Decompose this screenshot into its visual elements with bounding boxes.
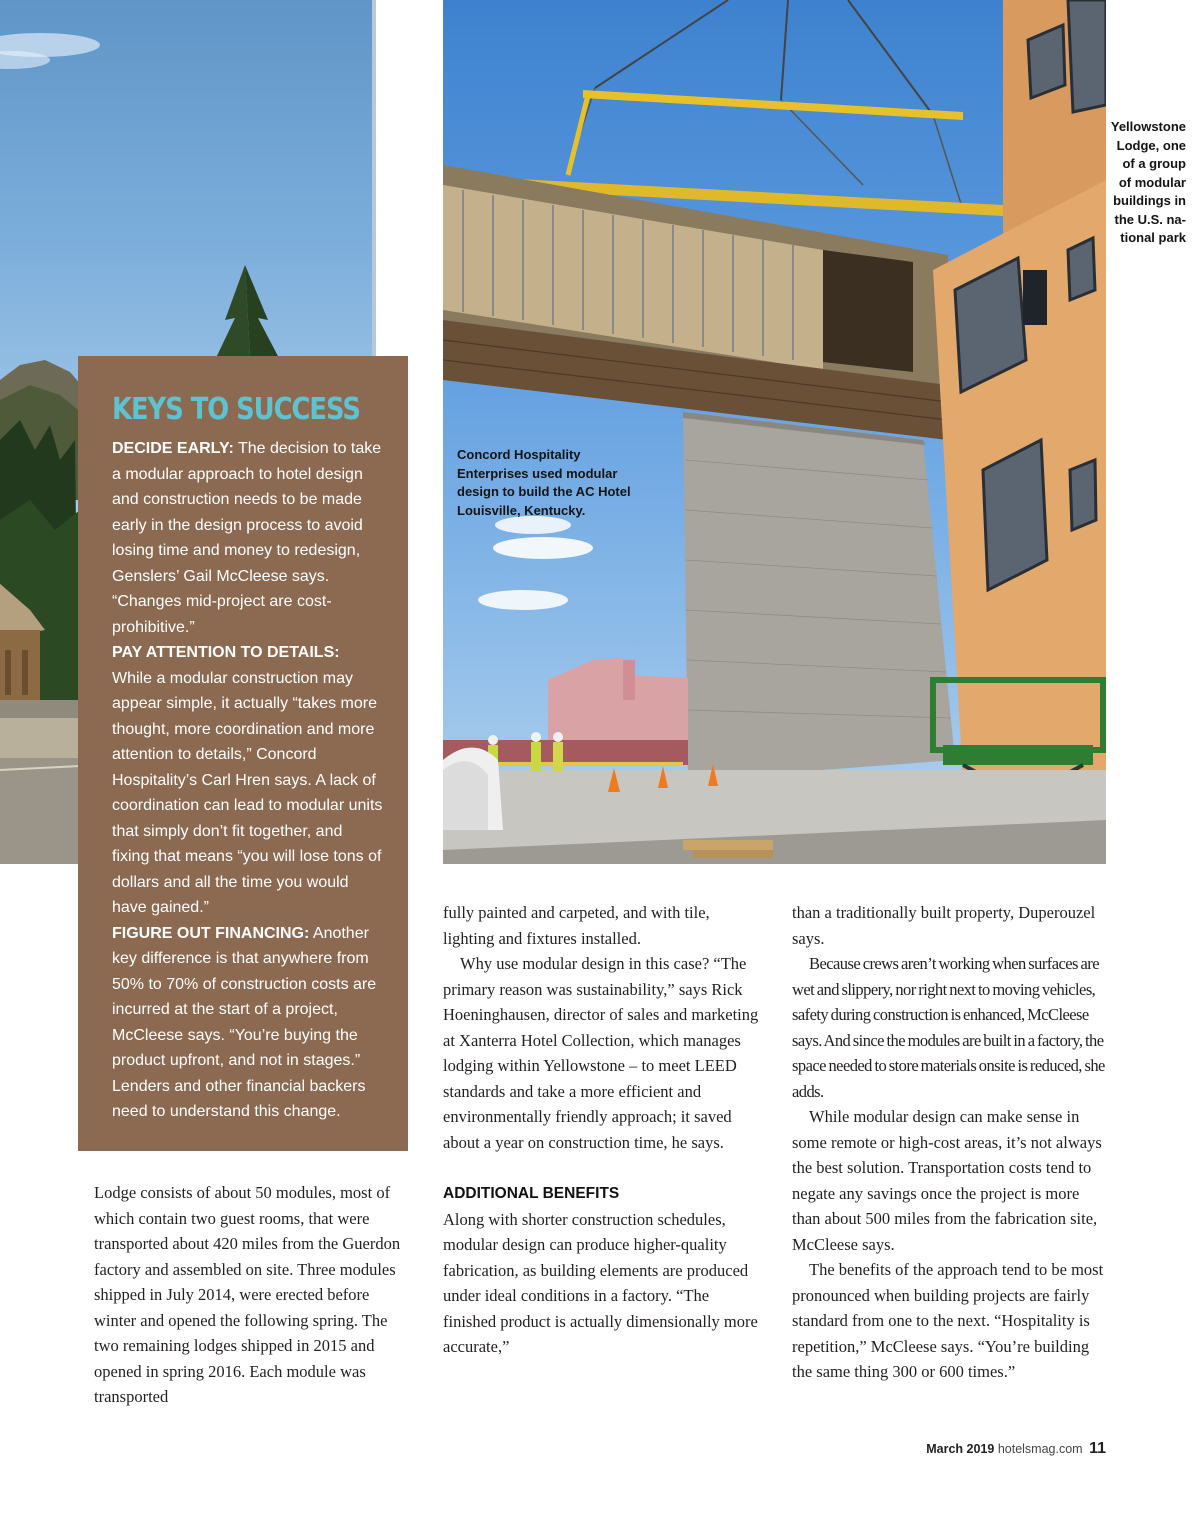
- section-subhead: ADDITIONAL BENEFITS: [443, 1185, 620, 1202]
- article-paragraph: Because crews aren’t working when surfaces are wet and slippery, nor right next to moving vehicles, safety during construction is enhanced, McCleese says. And since the modules are built in a factory, the space needed to store materials onsite is reduced, she adds.: [792, 954, 1105, 1101]
- sidebar-item-lead: PAY ATTENTION TO DETAILS:: [112, 644, 340, 661]
- page-number: 11: [1089, 1440, 1106, 1457]
- sidebar-item: [112, 921, 384, 1125]
- sidebar-item-text: While a modular construction may appear simple, it actually “takes more thought, more coordination and more attention to details,” Concord Hospitality’s Carl Hren says. A lack of coordination can lead to modular units that simply don’t fit together, and fixing that means “you will lose tons of dollars and all the time you would have gained.”: [112, 669, 383, 916]
- sidebar-item: [112, 436, 384, 640]
- article-paragraph: The benefits of the approach tend to be most pronounced when building projects are fairly standard from one to the next. “Hospitality is repetition,” McCleese says. “You’re building the same thing 300 or 600 times.”: [792, 1260, 1104, 1381]
- sidebar-title: KEYS TO SUCCESS: [112, 392, 360, 427]
- sidebar-body: [112, 436, 384, 1125]
- left-caption-line: Yellowstone: [1110, 119, 1186, 134]
- left-caption-line: the U.S. na-: [1114, 211, 1186, 227]
- keys-to-success-sidebar: [78, 356, 408, 1151]
- right-photo-caption: [457, 446, 657, 520]
- construction-scene-illustration: [443, 0, 1106, 864]
- site-name: hotelsmag.com: [997, 1442, 1083, 1456]
- right-caption-line: design to build the AC Hotel: [457, 484, 631, 499]
- right-caption-line: Concord Hospitality: [457, 447, 581, 462]
- article-paragraph: fully painted and carpeted, and with tile, lighting and fixtures installed.: [443, 903, 710, 948]
- left-caption-line: Lodge, one: [1116, 137, 1186, 153]
- article-paragraph: than a traditionally built property, Duperouzel says.: [792, 903, 1096, 948]
- article-column-1: [94, 1180, 412, 1410]
- issue-date: March 2019: [926, 1442, 995, 1456]
- article-paragraph: Along with shorter construction schedules, modular design can produce higher-quality fabrication, as building elements are produced under ideal conditions in a factory. “The finished product is actually dimensionally more accurate,”: [443, 1209, 758, 1356]
- left-caption-line: of a group: [1122, 156, 1186, 171]
- article-column-2: [443, 900, 763, 1360]
- article-paragraph: While modular design can make sense in some remote or high-cost areas, it’s not always the best solution. Transportation costs tend to negate any savings once the project is more than about 500 miles from the fabrication site, McCleese says.: [792, 1107, 1102, 1254]
- sidebar-item-lead: DECIDE EARLY:: [112, 440, 234, 457]
- sidebar-item: [112, 640, 384, 921]
- article-column-3: [792, 900, 1110, 1385]
- left-caption-line: of modular: [1118, 174, 1186, 190]
- page-footer: [926, 1440, 1106, 1458]
- sidebar-item-text: The decision to take a modular approach to hotel design and construction needs to be made early in the design process to avoid losing time and money to redesign, Genslers’ Gail McCleese says. “Changes mid-project are cost-prohibitive.”: [112, 440, 382, 636]
- article-paragraph: Lodge consists of about 50 modules, most of which contain two guest rooms, that were transported about 420 miles from the Guerdon factory and assembled on site. Three modules shipped in July 2014, were erected before winter and opened the following spring. The two remaining lodges shipped in 2015 and opened in spring 2016. Each module was transported: [94, 1183, 401, 1406]
- left-caption-line: buildings in: [1113, 193, 1186, 208]
- article-paragraph: Why use modular design in this case? “The primary reason was sustainability,” says Rick Hoeninghausen, director of sales and marketing at Xanterra Hotel Collection, which manages lodging within Yellowstone – to meet LEED standards and take a more efficient and environmentally friendly approach; it saved about a year on construction time, he says.: [443, 954, 759, 1152]
- right-caption-line: Louisville, Kentucky.: [457, 502, 586, 518]
- sidebar-item-lead: FIGURE OUT FINANCING:: [112, 924, 310, 942]
- left-caption-line: tional park: [1120, 230, 1186, 245]
- sidebar-item-text: Another key difference is that anywhere from 50% to 70% of construction costs are incurred at the start of a project, McCleese says. “You’re buying the product upfront, and not in stages.” Lenders and other financial backers need to understand this change.: [112, 924, 377, 1120]
- right-caption-line: Enterprises used modular: [457, 465, 618, 481]
- ac-hotel-construction-photo: [443, 0, 1106, 864]
